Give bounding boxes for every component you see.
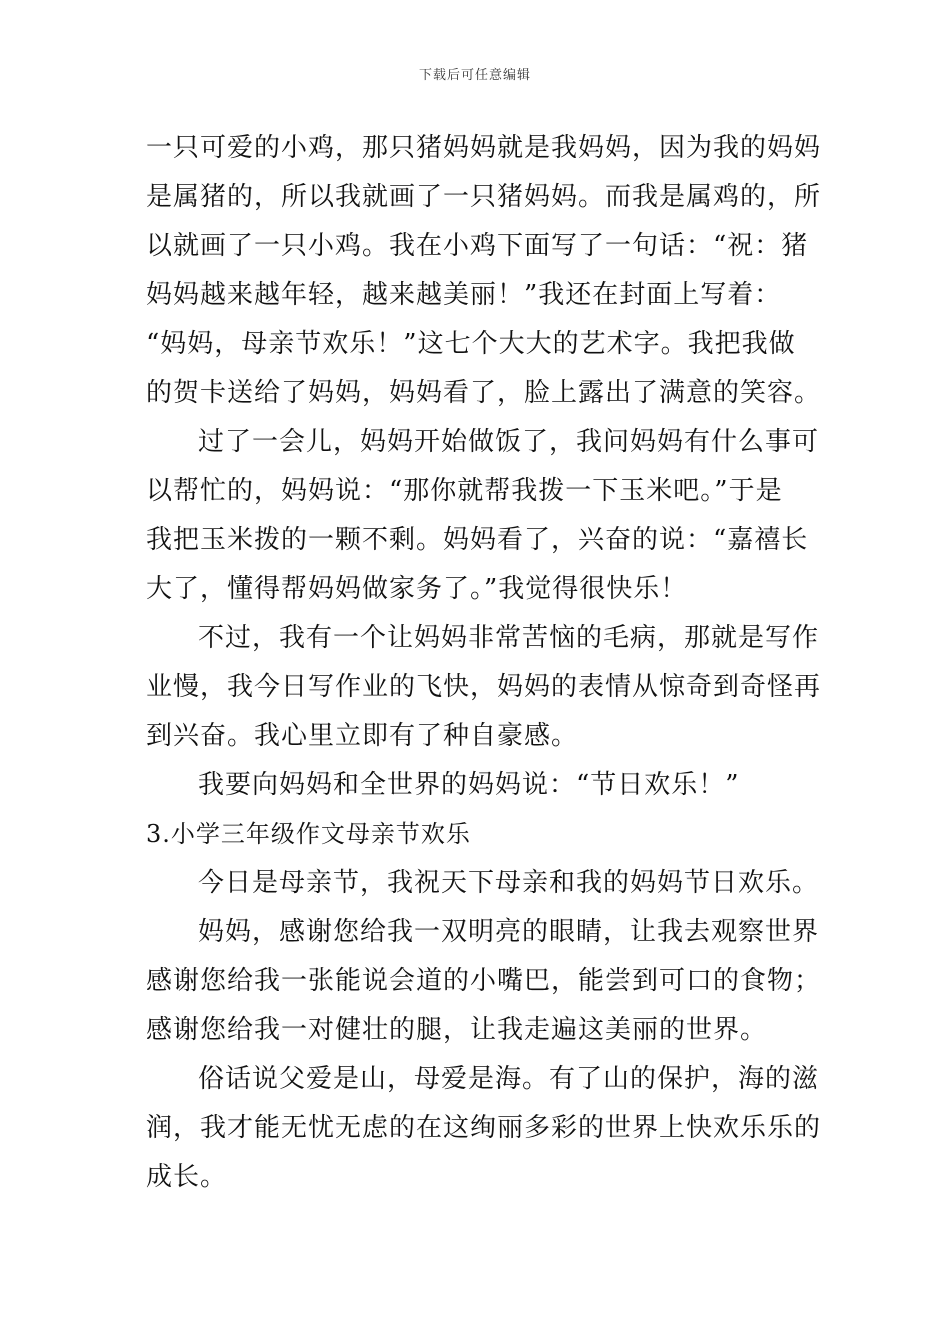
text-line: 妈妈越来越年轻，越来越美丽！”我还在封面上写着： xyxy=(146,280,782,310)
paragraph-start-line: 过了一会儿，妈妈开始做饭了，我问妈妈有什么事可 xyxy=(198,427,820,457)
text-line: 到兴奋。我心里立即有了种自豪感。 xyxy=(146,721,579,751)
text-line: 一只可爱的小鸡，那只猪妈妈就是我妈妈，因为我的妈妈 xyxy=(146,133,822,163)
text-line: 以就画了一只小鸡。我在小鸡下面写了一句话：“祝：猪 xyxy=(146,231,809,261)
text-line: 是属猪的，所以我就画了一只猪妈妈。而我是属鸡的，所 xyxy=(146,182,822,212)
text-line: 大了，懂得帮妈妈做家务了。”我觉得很快乐！ xyxy=(146,574,688,604)
paragraph-start-line: 妈妈，感谢您给我一双明亮的眼睛，让我去观察世界 xyxy=(198,917,820,947)
text-line: 以帮忙的，妈妈说：“那你就帮我拨一下玉米吧。”于是 xyxy=(146,476,783,506)
paragraph-start-line: 不过，我有一个让妈妈非常苦恼的毛病，那就是写作 xyxy=(198,623,820,653)
text-line: 感谢您给我一对健壮的腿，让我走遍这美丽的世界。 xyxy=(146,1015,768,1045)
text-line: “妈妈，母亲节欢乐！”这七个大大的艺术字。我把我做 xyxy=(146,329,796,359)
section-heading: 3.小学三年级作文母亲节欢乐 xyxy=(146,820,471,848)
paragraph-start-line: 今日是母亲节，我祝天下母亲和我的妈妈节日欢乐。 xyxy=(198,868,820,898)
text-line: 成长。 xyxy=(146,1162,228,1192)
text-line: 的贺卡送给了妈妈，妈妈看了，脸上露出了满意的笑容。 xyxy=(146,378,822,408)
paragraph-start-line: 俗话说父爱是山，母爱是海。有了山的保护，海的滋 xyxy=(198,1064,820,1094)
document-body xyxy=(146,124,822,1202)
text-line: 我把玉米拨的一颗不剩。妈妈看了，兴奋的说：“嘉禧长 xyxy=(146,525,809,555)
text-line: 感谢您给我一张能说会道的小嘴巴，能尝到可口的食物； xyxy=(146,966,822,996)
page-header: 下载后可任意编辑 xyxy=(418,68,531,83)
text-line: 业慢，我今日写作业的飞快，妈妈的表情从惊奇到奇怪再 xyxy=(146,672,822,702)
text-line: 润，我才能无忧无虑的在这绚丽多彩的世界上快欢乐乐的 xyxy=(146,1113,822,1143)
paragraph-start-line: 我要向妈妈和全世界的妈妈说：“节日欢乐！” xyxy=(198,770,740,800)
